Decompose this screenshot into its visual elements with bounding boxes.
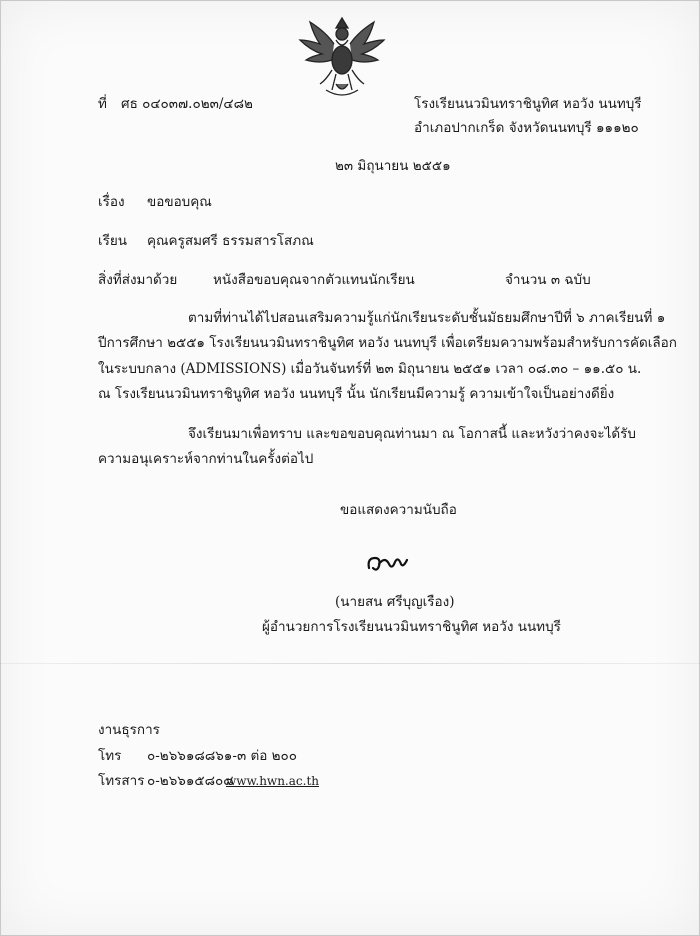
footer-phone-label: โทร: [98, 748, 122, 764]
recipient-label: เรียน: [98, 233, 128, 249]
footer-department: งานธุรการ: [98, 722, 160, 738]
enclosure-count: จำนวน ๓ ฉบับ: [505, 272, 591, 288]
footer-fax: ๐-๒๖๖๑๕๘๐๘: [147, 773, 234, 789]
handwritten-signature: [365, 546, 411, 576]
paper-fold-line: [0, 663, 700, 664]
ref-number: ศธ ๐๔๐๓๗.๐๒๓/๔๘๒: [121, 96, 253, 112]
ref-label: ที่: [98, 96, 107, 112]
body-line: ณ โรงเรียนนวมินทราชินูทิศ หอวัง นนทบุรี นั้น นักเรียนมีความรู้ ความเข้าใจเป็นอย่างดียิ่ง: [98, 386, 615, 402]
school-name: โรงเรียนนวมินทราชินูทิศ หอวัง นนทบุรี: [414, 96, 642, 112]
subject-label: เรื่อง: [98, 194, 125, 210]
footer-website-link[interactable]: www.hwn.ac.th: [226, 774, 319, 788]
recipient-value: คุณครูสมศรี ธรรมสารโสภณ: [147, 233, 314, 249]
garuda-emblem-icon: [296, 10, 388, 102]
body-line: ความอนุเคราะห์จากท่านในครั้งต่อไป: [98, 451, 314, 467]
enclosure-label: สิ่งที่ส่งมาด้วย: [98, 272, 178, 288]
subject-value: ขอขอบคุณ: [147, 194, 212, 210]
letter-date: ๒๓ มิถุนายน ๒๕๕๑: [335, 158, 451, 174]
signer-title: ผู้อำนวยการโรงเรียนนวมินทราชินูทิศ หอวัง นนทบุรี: [262, 619, 561, 635]
enclosure-value: หนังสือขอบคุณจากตัวแทนนักเรียน: [213, 272, 415, 288]
footer-phone: ๐-๒๖๖๑๘๘๖๑-๓ ต่อ ๒๐๐: [147, 748, 298, 764]
signer-name: (นายสน ศรีบุญเรือง): [335, 594, 455, 610]
closing-salutation: ขอแสดงความนับถือ: [340, 502, 457, 518]
school-address: อำเภอปากเกร็ด จังหวัดนนทบุรี ๑๑๑๒๐: [414, 120, 639, 136]
body-line: ในระบบกลาง (ADMISSIONS) เมื่อวันจันทร์ที่ ๒๓ มิถุนายน ๒๕๕๑ เวลา ๐๘.๓๐ – ๑๑.๕๐ น.: [98, 361, 642, 377]
body-line: ปีการศึกษา ๒๕๕๑ โรงเรียนนวมินทราชินูทิศ หอวัง นนทบุรี เพื่อเตรียมความพร้อมสำหรับการคัดเลือก: [98, 335, 677, 351]
footer-fax-label: โทรสาร: [98, 773, 145, 789]
body-line: จึงเรียนมาเพื่อทราบ และขอขอบคุณท่านมา ณ โอกาสนี้ และหวังว่าคงจะได้รับ: [188, 426, 637, 442]
body-line: ตามที่ท่านได้ไปสอนเสริมความรู้แก่นักเรียนระดับชั้นมัธยมศึกษาปีที่ ๖ ภาคเรียนที่ ๑: [188, 310, 666, 326]
